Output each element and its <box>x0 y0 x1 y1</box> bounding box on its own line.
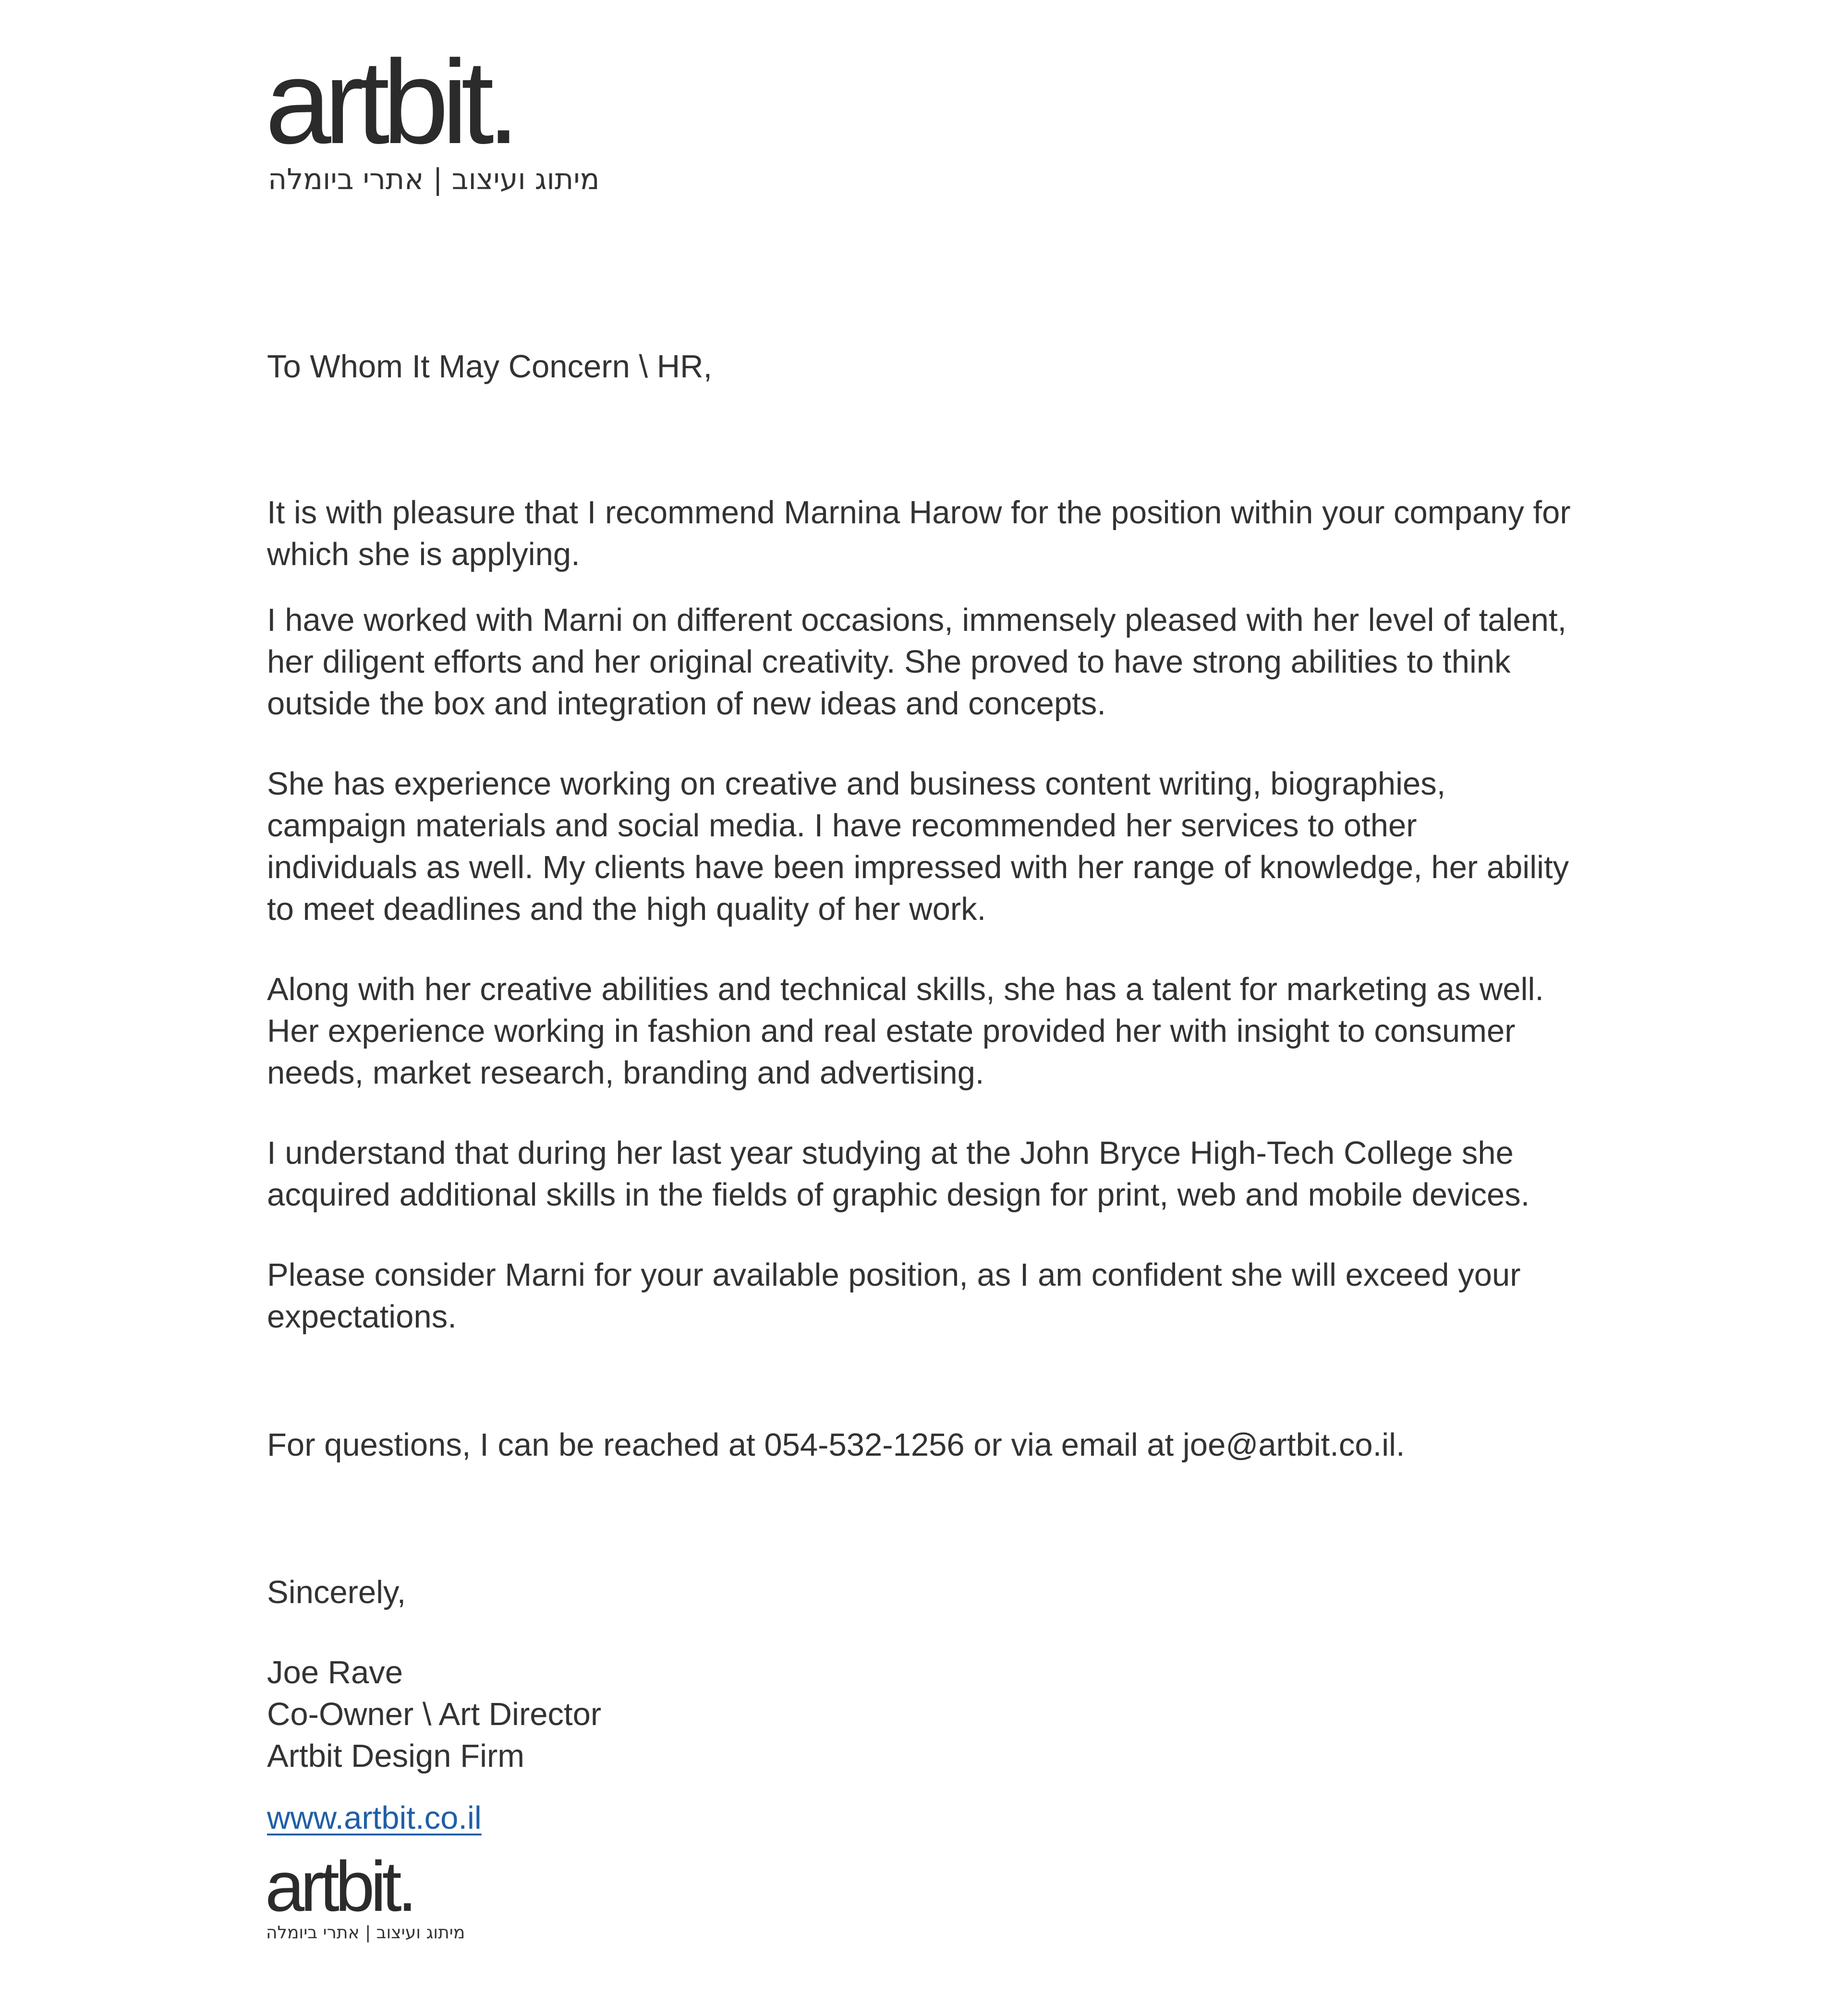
logo-wordmark: artbit. <box>265 1847 413 1926</box>
letter-body <box>267 346 1573 1839</box>
website-link[interactable]: www.artbit.co.il <box>267 1800 482 1836</box>
signer-company: Artbit Design Firm <box>267 1738 525 1774</box>
logo-tagline: מיתוג ועיצוב | אתרי ביומלה <box>266 1923 465 1943</box>
header-logo <box>265 35 601 198</box>
paragraph-2: I have worked with Marni on different occasions, immensely pleased with her level of talent, her diligent efforts and her original creativity. She proved to have strong abilities to think outside the box and integration of new ideas and concepts. <box>267 602 1567 722</box>
paragraph-6: Please consider Marni for your available position, as I am confident she will exceed your expectations. <box>267 1257 1521 1335</box>
footer-logo <box>265 1847 467 1944</box>
closing: Sincerely, <box>267 1574 406 1610</box>
contact-line: For questions, I can be reached at 054-532-1256 or via email at joe@artbit.co.il. <box>267 1427 1405 1463</box>
logo-tagline: מיתוג ועיצוב | אתרי ביומלה <box>268 163 600 196</box>
paragraph-1: It is with pleasure that I recommend Marnina Harow for the position within your company for which she is applying. <box>267 495 1571 572</box>
paragraph-3: She has experience working on creative and business content writing, biographies, campaign materials and social media. I have recommended her services to other individuals as well. My clients have been impressed with her range of knowledge, her ability to meet deadlines and the high quality of her work. <box>267 766 1569 927</box>
signer-name: Joe Rave <box>267 1654 403 1690</box>
salutation: To Whom It May Concern \ HR, <box>267 349 713 385</box>
paragraph-5: I understand that during her last year studying at the John Bryce High-Tech College she acquired additional skills in the fields of graphic design for print, web and mobile devices. <box>267 1135 1530 1213</box>
paragraph-4: Along with her creative abilities and technical skills, she has a talent for marketing as well. Her experience working in fashion and real estate provided her with insight to consumer needs, market research, branding and advertising. <box>267 971 1544 1091</box>
logo-wordmark: artbit. <box>265 35 513 169</box>
signature-block <box>267 1652 1573 1839</box>
signer-title: Co-Owner \ Art Director <box>267 1696 602 1732</box>
